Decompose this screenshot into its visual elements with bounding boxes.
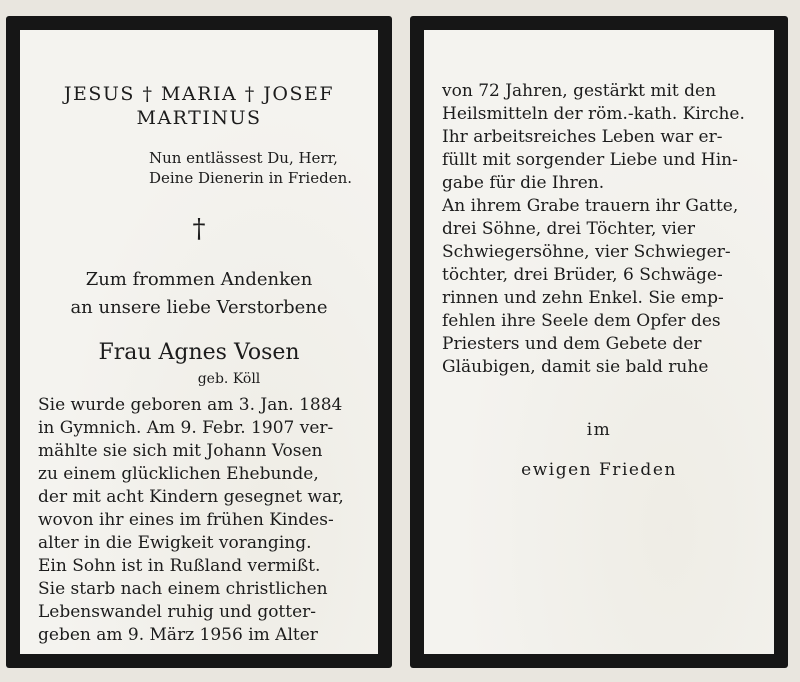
text-line: mählte sie sich mit Johann Vosen <box>38 441 323 461</box>
memory-heading <box>20 266 378 322</box>
biography-text <box>38 394 344 647</box>
right-page-paper <box>424 30 774 654</box>
cross-icon: † <box>192 214 206 244</box>
text-line: Ihr arbeitsreiches Leben war er- <box>442 127 723 147</box>
text-line: Sie starb nach einem christlichen <box>38 579 328 599</box>
text-line: zu einem glücklichen Ehebunde, <box>38 464 319 484</box>
text-line: Heilsmitteln der röm.-kath. Kirche. <box>442 104 745 124</box>
martinus-line: MARTINUS <box>136 107 262 129</box>
text-line: Priesters und dem Gebete der <box>442 334 702 354</box>
text-line: gabe für die Ihren. <box>442 173 605 193</box>
text-line: in Gymnich. Am 9. Febr. 1907 ver- <box>38 418 334 438</box>
text-line: geben am 9. März 1956 im Alter <box>38 625 318 645</box>
text-line: der mit acht Kindern gesegnet war, <box>38 487 344 507</box>
text-line: Sie wurde geboren am 3. Jan. 1884 <box>38 395 343 415</box>
text-line: An ihrem Grabe trauern ihr Gatte, <box>442 196 739 216</box>
text-line: wovon ihr eines im frühen Kindes- <box>38 510 334 530</box>
heading-holy-names <box>20 82 378 130</box>
text-line: Schwiegersöhne, vier Schwieger- <box>442 242 731 262</box>
text-line: alter in die Ewigkeit voranging. <box>38 533 312 553</box>
motto-line-1: Nun entlässest Du, Herr, <box>148 149 338 167</box>
deceased-name: Frau Agnes Vosen <box>98 340 300 365</box>
biography-continued-text <box>442 80 745 379</box>
text-line: fehlen ihre Seele dem Opfer des <box>442 311 721 331</box>
motto-line-2: Deine Dienerin in Frieden. <box>148 169 352 187</box>
holy-names-line: JESUS † MARIA † JOSEF <box>63 83 335 105</box>
text-line: Lebenswandel ruhig und gotter- <box>38 602 317 622</box>
left-memorial-page <box>6 16 392 668</box>
closing-im: im <box>586 420 612 440</box>
memory-line-2: an unsere liebe Verstorbene <box>70 297 328 318</box>
text-line: rinnen und zehn Enkel. Sie emp- <box>442 288 724 308</box>
text-line: Gläubigen, damit sie bald ruhe <box>442 357 709 377</box>
text-line: drei Söhne, drei Töchter, vier <box>442 219 696 239</box>
motto <box>149 148 352 188</box>
right-memorial-page <box>410 16 788 668</box>
text-line: töchter, drei Brüder, 6 Schwäge- <box>442 265 723 285</box>
maiden-name: geb. Köll <box>197 371 261 387</box>
text-line: Ein Sohn ist in Rußland vermißt. <box>38 556 321 576</box>
memory-line-1: Zum frommen Andenken <box>85 269 313 290</box>
text-line: füllt mit sorgender Liebe und Hin- <box>442 150 738 170</box>
closing-ewigen-frieden: ewigen Frieden <box>521 460 677 480</box>
left-page-paper <box>20 30 378 654</box>
text-line: von 72 Jahren, gestärkt mit den <box>442 81 717 101</box>
